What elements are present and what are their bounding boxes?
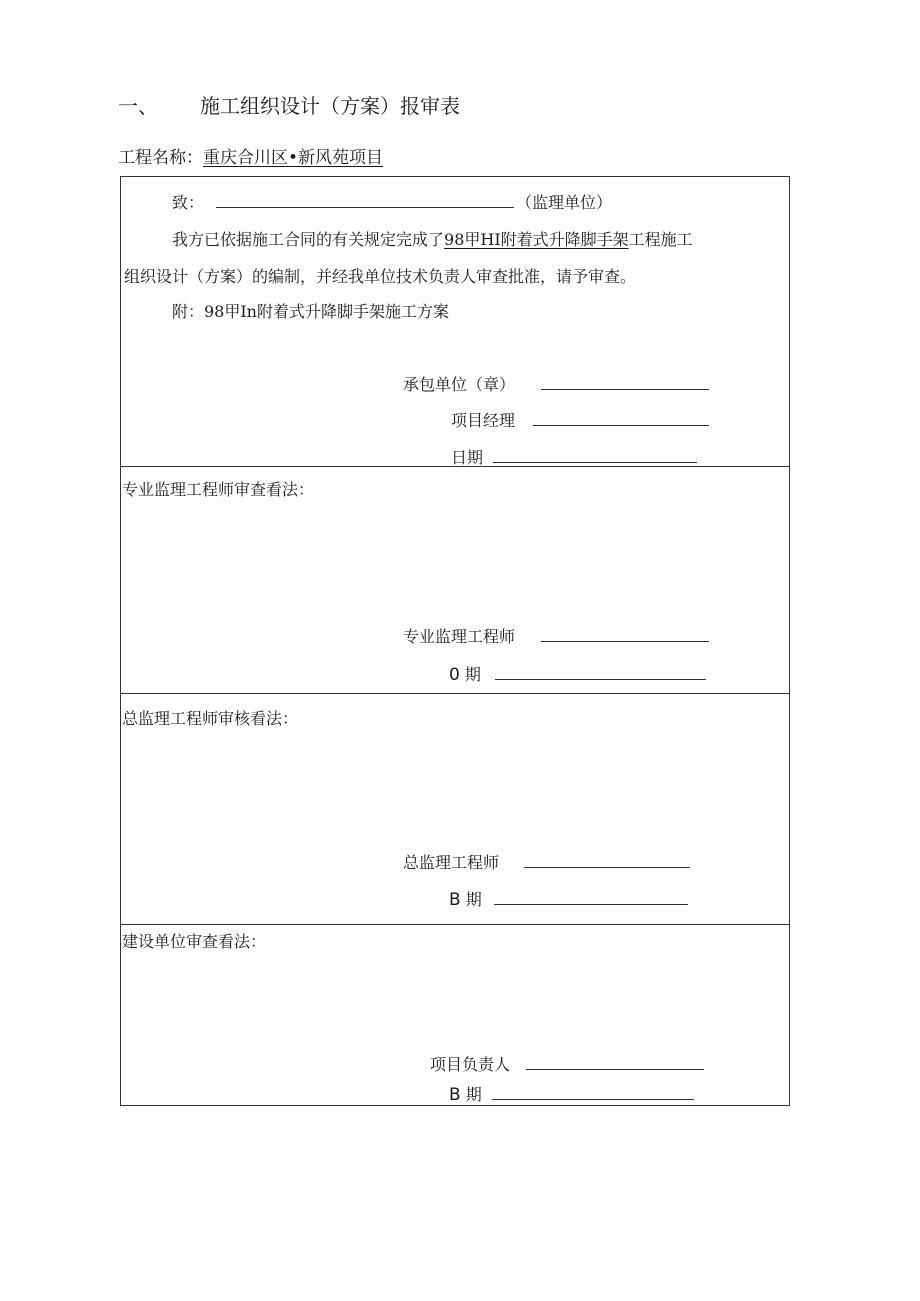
page-title: 施工组织设计（方案）报审表	[200, 94, 460, 118]
specialist-engineer-blank	[541, 641, 709, 642]
attachment-line: 附：98甲In附着式升降脚手架施工方案	[172, 302, 449, 321]
body-line-2: 组织设计（方案）的编制，并经我单位技术负责人审查批准，请予审查。	[124, 267, 637, 286]
chief-engineer-label: 总监理工程师	[403, 853, 500, 872]
date-label-1: 日期	[451, 448, 484, 467]
project-name-value: 重庆合川区•新风苑项目	[203, 148, 384, 168]
date-label-3: 期	[465, 890, 482, 909]
project-name-label: 工程名称：	[118, 148, 203, 168]
contractor-label: 承包单位（章）	[403, 375, 516, 394]
date-blank-4	[492, 1099, 694, 1100]
section-title-specialist: 专业监理工程师审查看法：	[122, 480, 315, 499]
row-divider-3	[120, 924, 790, 925]
row-divider-2	[120, 693, 790, 694]
heading-number: 一、	[118, 94, 158, 118]
chief-engineer-blank	[524, 867, 690, 868]
owner-responsible-label: 项目负责人	[430, 1055, 511, 1074]
date-label-4: 期	[465, 1085, 482, 1104]
section-title-chief: 总监理工程师审核看法：	[122, 709, 299, 728]
project-manager-blank	[533, 425, 709, 426]
date-blank-3	[494, 904, 688, 905]
date-blank-1	[493, 462, 697, 463]
project-name-row	[118, 143, 383, 168]
body-prefix: 我方已依据施工合同的有关规定完成了	[172, 230, 445, 249]
date-prefix-4: B	[449, 1085, 461, 1105]
date-prefix-3: B	[449, 890, 461, 910]
contractor-blank	[541, 389, 709, 390]
section-title-owner: 建设单位审查看法：	[122, 932, 267, 951]
date-prefix-2: 0	[449, 665, 460, 685]
date-row-3	[449, 887, 482, 910]
supervisor-unit-blank	[216, 207, 514, 208]
body-line-1	[172, 227, 693, 250]
date-label-2: 期	[464, 665, 481, 684]
to-label: 致：	[172, 193, 205, 212]
body-suffix: 工程施工	[628, 230, 693, 249]
owner-responsible-blank	[526, 1069, 704, 1070]
specialist-engineer-label: 专业监理工程师	[403, 627, 516, 646]
date-blank-2	[495, 679, 706, 680]
date-row-4	[449, 1082, 482, 1105]
supervisor-unit-suffix: （监理单位）	[516, 193, 613, 212]
date-row-2	[449, 662, 481, 685]
project-manager-label: 项目经理	[451, 411, 516, 430]
body-project-underlined: 98甲HI附着式升降脚手架	[444, 230, 629, 249]
